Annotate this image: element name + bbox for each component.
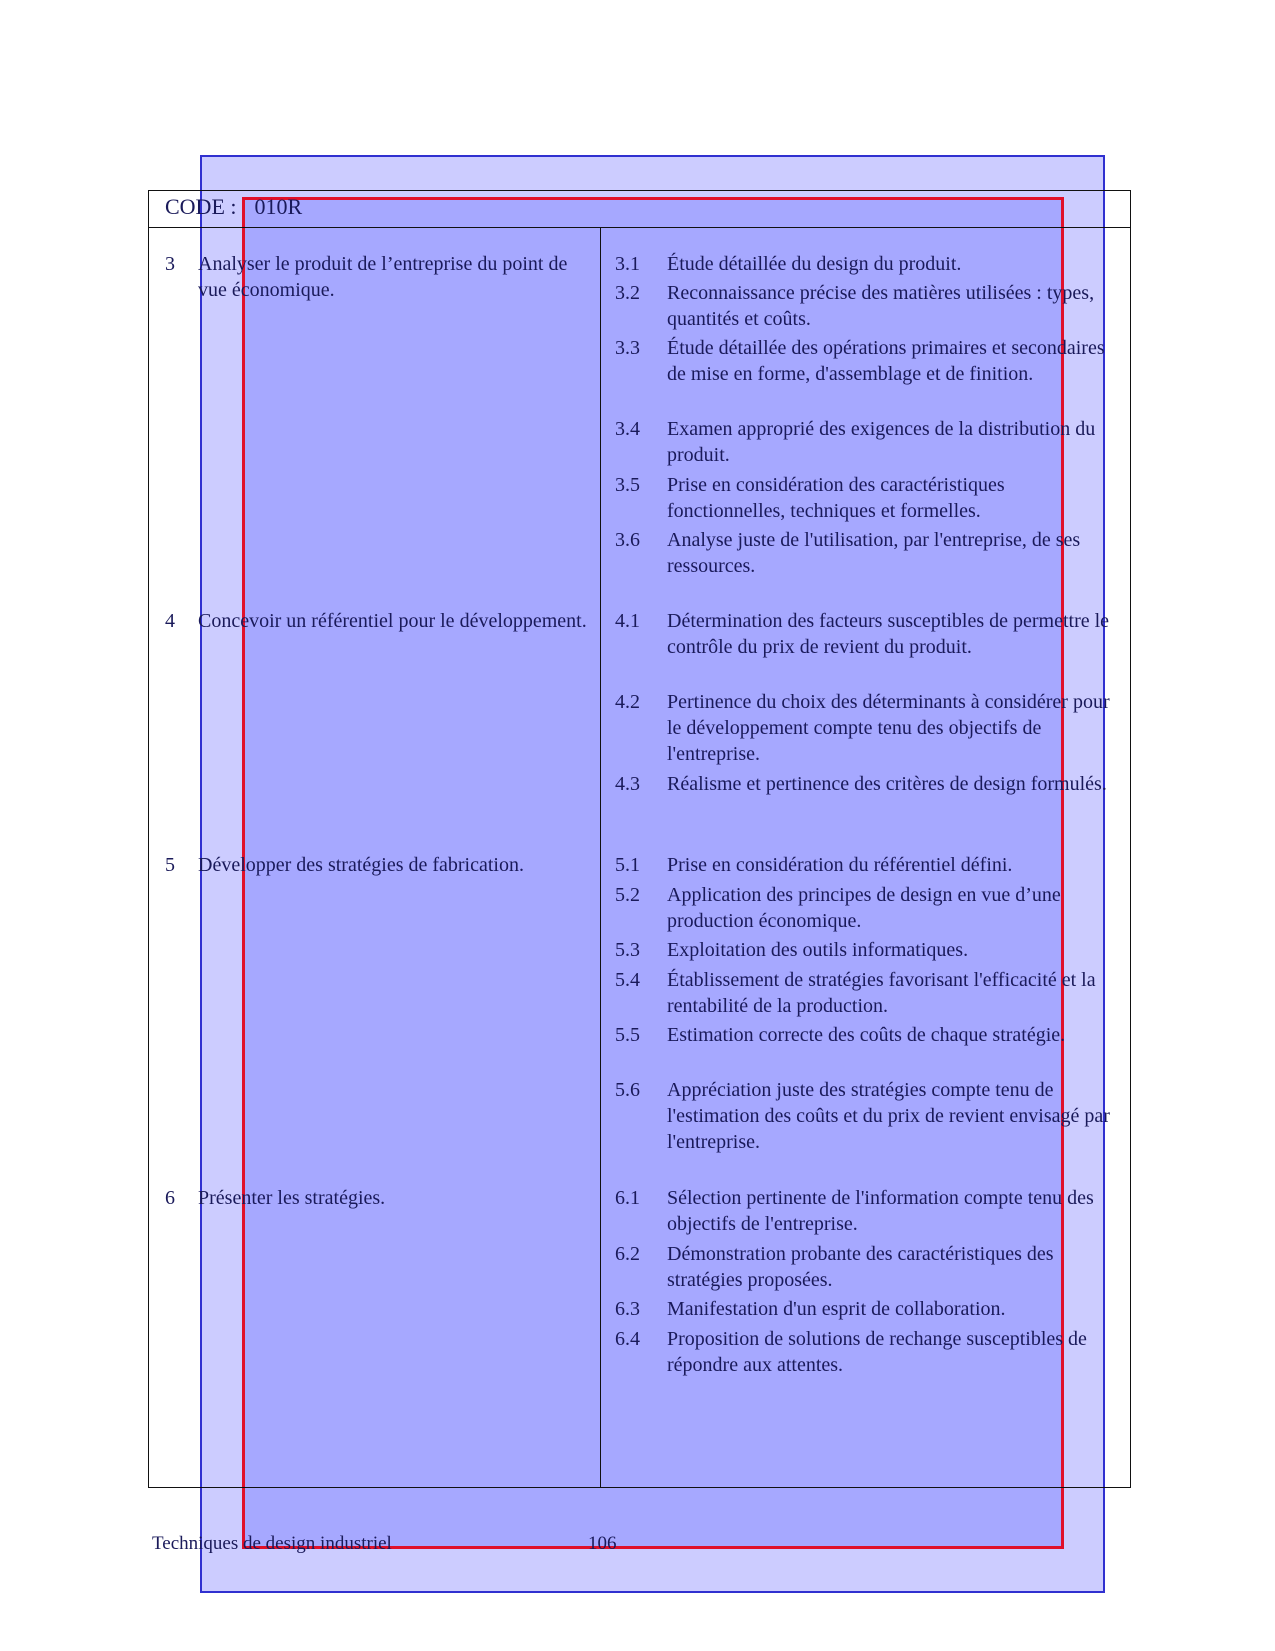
criterion-text: Analyse juste de l'utilisation, par l'entreprise, de ses ressources. [667, 529, 1081, 577]
criterion-3-3 [615, 335, 1113, 387]
competency-number: 5 [165, 854, 175, 876]
page-number: 106 [588, 1533, 617, 1554]
criterion-text: Reconnaissance précise des matières utilisées : types, quantités et coûts. [667, 282, 1095, 330]
criterion-number: 5.6 [615, 1079, 640, 1101]
criterion-4-3 [615, 771, 1113, 797]
criterion-text: Exploitation des outils informatiques. [667, 939, 969, 961]
criterion-number: 6.2 [615, 1243, 640, 1265]
criterion-3-1 [615, 251, 1113, 277]
criterion-text: Estimation correcte des coûts de chaque stratégie. [667, 1024, 1066, 1046]
criterion-number: 3.4 [615, 418, 640, 440]
header-divider [148, 227, 1131, 228]
criterion-number: 5.5 [615, 1024, 640, 1046]
criterion-5-3 [615, 937, 1113, 963]
criterion-3-4 [615, 416, 1113, 468]
criterion-text: Application des principes de design en vue d’une production économique. [667, 884, 1061, 932]
criterion-text: Proposition de solutions de rechange susceptibles de répondre aux attentes. [667, 1328, 1087, 1376]
column-divider [600, 227, 601, 1488]
criterion-number: 3.3 [615, 337, 640, 359]
criterion-number: 5.1 [615, 854, 640, 876]
competency-number: 4 [165, 610, 175, 632]
competency-3 [165, 251, 595, 303]
criterion-3-2 [615, 280, 1113, 332]
criterion-4-2 [615, 689, 1113, 767]
criterion-number: 5.3 [615, 939, 640, 961]
competency-5 [165, 852, 595, 878]
criterion-number: 4.2 [615, 691, 640, 713]
criterion-text: Réalisme et pertinence des critères de design formulés. [667, 773, 1107, 795]
criterion-text: Détermination des facteurs susceptibles de permettre le contrôle du prix de revient du produit. [667, 610, 1110, 658]
code-label: CODE : [165, 194, 237, 219]
criterion-3-5 [615, 472, 1113, 524]
criterion-number: 3.1 [615, 253, 640, 275]
criterion-text: Établissement de stratégies favorisant l'efficacité et la rentabilité de la production. [667, 969, 1096, 1017]
criterion-number: 4.3 [615, 773, 640, 795]
criterion-5-5 [615, 1022, 1113, 1048]
criterion-3-6 [615, 527, 1113, 579]
criterion-number: 4.1 [615, 610, 640, 632]
competency-text: Concevoir un référentiel pour le développement. [198, 610, 587, 632]
criterion-number: 3.5 [615, 474, 640, 496]
criterion-6-2 [615, 1241, 1113, 1293]
criterion-5-1 [615, 852, 1113, 878]
competency-text: Analyser le produit de l’entreprise du point de vue économique. [198, 253, 568, 301]
competency-6 [165, 1185, 595, 1211]
criterion-text: Manifestation d'un esprit de collaboration. [667, 1298, 1006, 1320]
criterion-number: 5.2 [615, 884, 640, 906]
criterion-6-1 [615, 1185, 1113, 1237]
criterion-6-3 [615, 1296, 1113, 1322]
criterion-text: Sélection pertinente de l'information compte tenu des objectifs de l'entreprise. [667, 1187, 1094, 1235]
criterion-number: 5.4 [615, 969, 640, 991]
criterion-4-1 [615, 608, 1113, 660]
criterion-number: 6.3 [615, 1298, 640, 1320]
criterion-text: Étude détaillée du design du produit. [667, 253, 962, 275]
footer-title: Techniques de design industriel [152, 1533, 392, 1554]
code-header [165, 193, 302, 221]
criterion-number: 6.1 [615, 1187, 640, 1209]
code-value: 010R [254, 194, 303, 219]
criterion-5-4 [615, 967, 1113, 1019]
criterion-text: Étude détaillée des opérations primaires et secondaires de mise en forme, d'assemblage et de finition. [667, 337, 1105, 385]
criterion-number: 6.4 [615, 1328, 640, 1350]
competency-text: Développer des stratégies de fabrication. [198, 854, 524, 876]
criterion-5-2 [615, 882, 1113, 934]
criterion-text: Pertinence du choix des déterminants à considérer pour le développement compte tenu des objectifs de l'entreprise. [667, 691, 1110, 765]
competency-number: 3 [165, 253, 175, 275]
criterion-5-6 [615, 1077, 1113, 1155]
competency-number: 6 [165, 1187, 175, 1209]
criterion-text: Examen approprié des exigences de la distribution du produit. [667, 418, 1096, 466]
criterion-text: Prise en considération du référentiel défini. [667, 854, 1013, 876]
criterion-text: Prise en considération des caractéristiques fonctionnelles, techniques et formelles. [667, 474, 1005, 522]
criterion-text: Appréciation juste des stratégies compte tenu de l'estimation des coûts et du prix de revient envisagé par l'entreprise. [667, 1079, 1110, 1153]
criterion-number: 3.2 [615, 282, 640, 304]
criterion-text: Démonstration probante des caractéristiques des stratégies proposées. [667, 1243, 1054, 1291]
competency-4 [165, 608, 595, 634]
criterion-number: 3.6 [615, 529, 640, 551]
competency-text: Présenter les stratégies. [198, 1187, 386, 1209]
criterion-6-4 [615, 1326, 1113, 1378]
